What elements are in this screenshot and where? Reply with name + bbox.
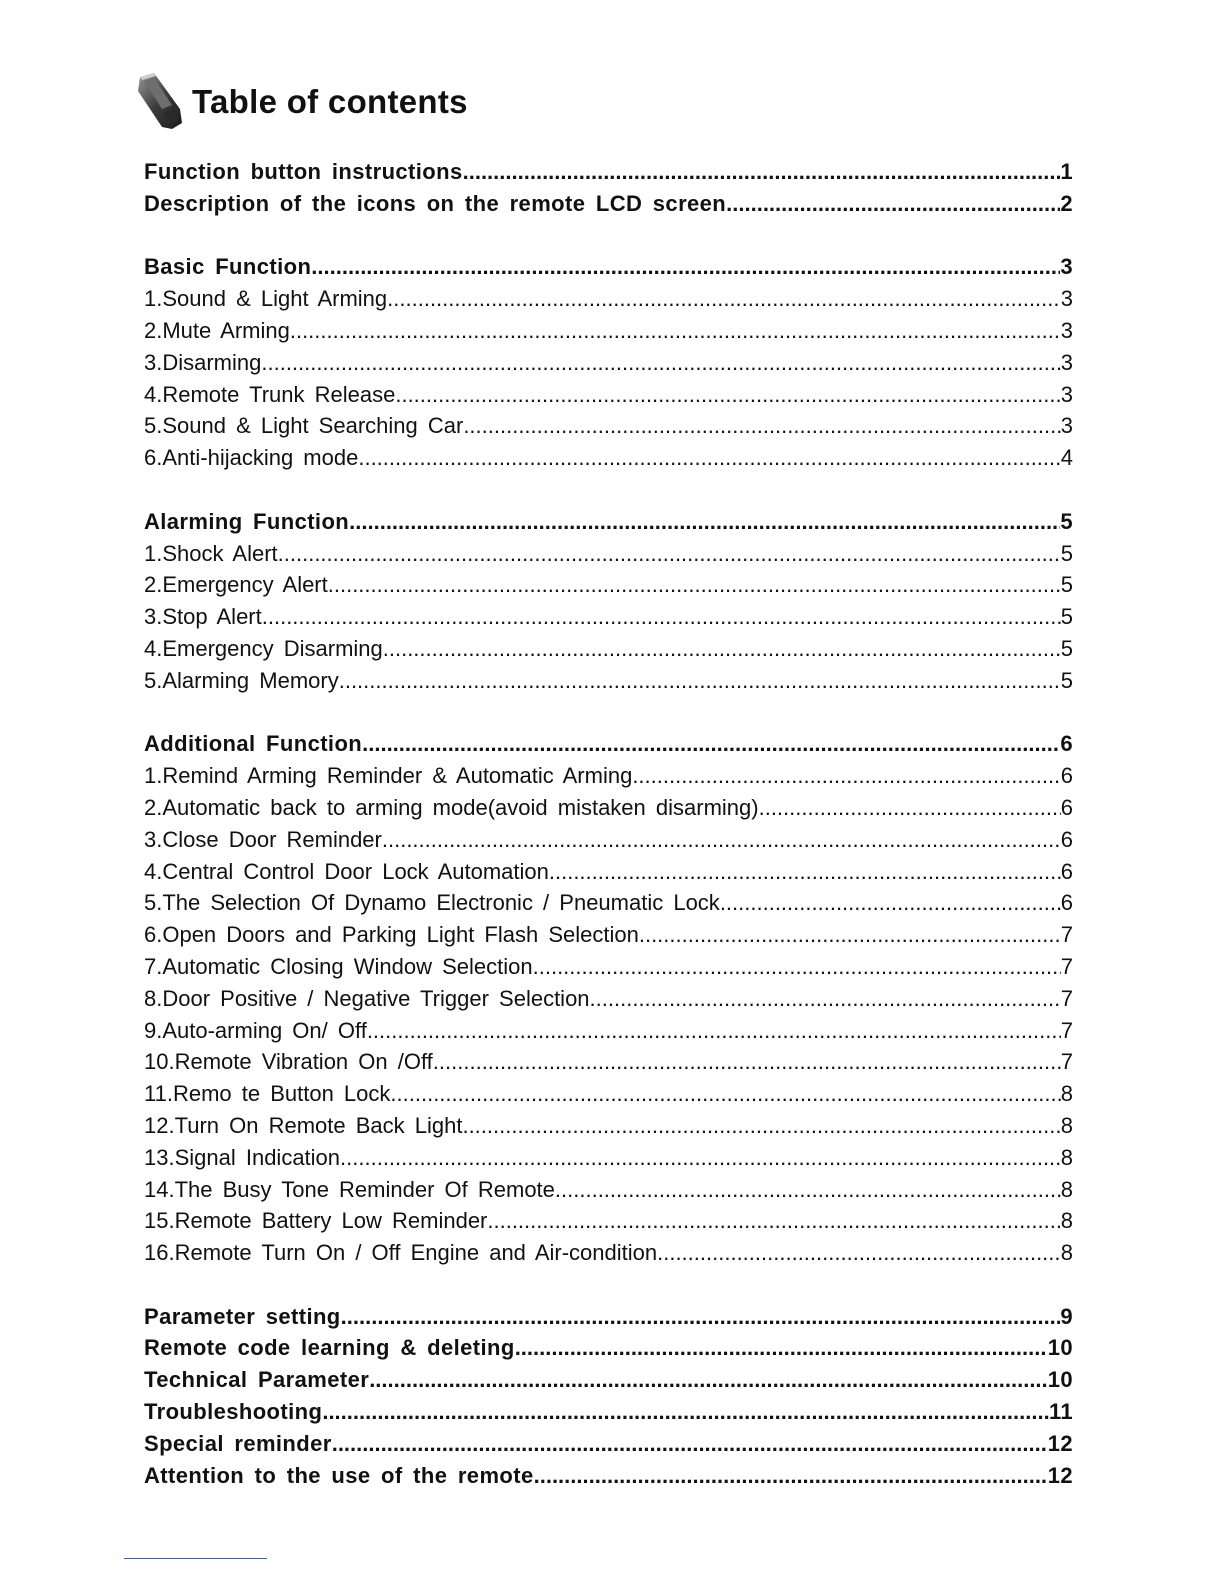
toc-entry[interactable] <box>144 760 1073 792</box>
dot-leader <box>726 188 1060 220</box>
toc-heading-entry[interactable] <box>144 728 1073 760</box>
toc-entry-label: 1.Sound & Light Arming <box>144 286 388 312</box>
toc-entry[interactable] <box>144 983 1073 1015</box>
toc-entry-page-number: 5 <box>1060 572 1073 598</box>
dot-leader <box>382 824 1061 856</box>
toc-entry-label: 2.Emergency Alert <box>144 572 328 598</box>
toc-entry-page-number: 12 <box>1047 1430 1073 1456</box>
toc-entry-label: Troubleshooting <box>144 1399 323 1425</box>
dot-leader <box>759 792 1061 824</box>
dot-leader <box>533 951 1061 983</box>
toc-entry-page-number: 10 <box>1047 1367 1073 1393</box>
dot-leader <box>639 919 1061 951</box>
toc-entry-label: 4.Central Control Door Lock Automation <box>144 858 549 884</box>
toc-entry-label: 3.Close Door Reminder <box>144 826 382 852</box>
dot-leader <box>657 1237 1061 1269</box>
toc-entry-page-number: 7 <box>1060 953 1073 979</box>
section-gap <box>144 697 1073 729</box>
toc-entry-page-number: 4 <box>1060 445 1073 471</box>
toc-entry-page-number: 3 <box>1060 349 1073 375</box>
toc-entry-label: 9.Auto-arming On/ Off <box>144 1017 367 1043</box>
toc-entry[interactable] <box>144 442 1073 474</box>
toc-entry-page-number: 3 <box>1060 317 1073 343</box>
dot-leader <box>433 1046 1061 1078</box>
toc-entry-page-number: 6 <box>1060 731 1073 757</box>
toc-entry-page-number: 8 <box>1060 1176 1073 1202</box>
dot-leader <box>322 1396 1049 1428</box>
toc-entry[interactable] <box>144 315 1073 347</box>
dot-leader <box>387 283 1061 315</box>
toc-entry[interactable] <box>144 792 1073 824</box>
dot-leader <box>349 506 1060 538</box>
toc-entry[interactable] <box>144 1046 1073 1078</box>
toc-entry-label: Function button instructions <box>144 159 463 184</box>
toc-entry-page-number: 3 <box>1060 254 1073 280</box>
toc-heading-entry[interactable] <box>144 1332 1073 1364</box>
dot-leader <box>383 633 1061 665</box>
toc-heading-entry[interactable] <box>144 1301 1073 1333</box>
toc-entry-label: 4.Emergency Disarming <box>144 635 383 661</box>
dot-leader <box>261 347 1060 379</box>
toc-entry-label: Additional Function <box>144 731 363 757</box>
toc-entry-label: 2.Mute Arming <box>144 317 290 343</box>
toc-entry-page-number: 8 <box>1060 1112 1073 1138</box>
toc-entry-label: Parameter setting <box>144 1303 341 1329</box>
toc-entry-page-number: 9 <box>1060 1303 1073 1329</box>
dot-leader <box>390 1078 1060 1110</box>
toc-heading-entry[interactable] <box>144 1460 1073 1492</box>
toc-entry[interactable] <box>144 1078 1073 1110</box>
toc-entry-page-number: 8 <box>1060 1081 1073 1107</box>
toc-entry-page-number: 3 <box>1060 286 1073 312</box>
toc-entry-label: 10.Remote Vibration On /Off <box>144 1049 433 1075</box>
toc-entry[interactable] <box>144 856 1073 888</box>
toc-entry-label: Special reminder <box>144 1430 332 1456</box>
dot-leader <box>340 1142 1061 1174</box>
toc-entry-page-number: 8 <box>1060 1144 1073 1170</box>
toc-entry-page-number: 6 <box>1060 794 1073 820</box>
toc-entry-label: 4.Remote Trunk Release <box>144 381 396 407</box>
toc-entry-label: 11.Remo te Button Lock <box>144 1081 391 1107</box>
toc-entry[interactable] <box>144 1237 1073 1269</box>
toc-entry[interactable] <box>144 824 1073 856</box>
toc-entry-page-number: 11 <box>1048 1399 1073 1425</box>
toc-entry-label: 2.Automatic back to arming mode(avoid mistaken disarming) <box>144 794 759 820</box>
toc-entry-label: Attention to the use of the remote <box>144 1462 534 1488</box>
table-of-contents <box>144 156 1073 1491</box>
toc-heading-entry[interactable] <box>144 156 1073 188</box>
toc-entry-page-number: 6 <box>1060 826 1073 852</box>
section-gap <box>144 474 1073 506</box>
toc-entry-label: 16.Remote Turn On / Off Engine and Air-condition <box>144 1240 658 1266</box>
dot-leader <box>362 728 1060 760</box>
toc-entry-page-number: 5 <box>1060 604 1073 630</box>
toc-entry-page-number: 7 <box>1060 985 1073 1011</box>
dot-leader <box>311 251 1060 283</box>
toc-entry-label: Alarming Function <box>144 508 350 534</box>
dot-leader <box>487 1205 1060 1237</box>
dot-leader <box>720 887 1061 919</box>
toc-entry-page-number: 5 <box>1060 540 1073 566</box>
toc-entry-page-number: 3 <box>1060 413 1073 439</box>
toc-entry[interactable] <box>144 410 1073 442</box>
toc-entry-label: Remote code learning & deleting <box>144 1335 515 1361</box>
toc-entry[interactable] <box>144 951 1073 983</box>
toc-entry-label: 1.Remind Arming Reminder & Automatic Arming <box>144 763 633 789</box>
toc-entry[interactable] <box>144 1142 1073 1174</box>
toc-entry-label: 12.Turn On Remote Back Light <box>144 1112 463 1138</box>
toc-entry[interactable] <box>144 379 1073 411</box>
dot-leader <box>590 983 1061 1015</box>
dot-leader <box>463 156 1061 188</box>
toc-entry[interactable] <box>144 1110 1073 1142</box>
toc-entry-label: 13.Signal Indication <box>144 1144 341 1170</box>
toc-entry[interactable] <box>144 1015 1073 1047</box>
toc-entry-page-number: 5 <box>1060 667 1073 693</box>
toc-heading-entry[interactable] <box>144 251 1073 283</box>
dot-leader <box>262 601 1061 633</box>
dot-leader <box>367 1015 1061 1047</box>
dot-leader <box>328 569 1061 601</box>
dot-leader <box>632 760 1060 792</box>
toc-entry[interactable] <box>144 633 1073 665</box>
toc-entry-label: Basic Function <box>144 254 312 280</box>
toc-entry[interactable] <box>144 887 1073 919</box>
toc-entry-page-number: 10 <box>1047 1335 1073 1361</box>
toc-entry[interactable] <box>144 347 1073 379</box>
toc-entry-label: 14.The Busy Tone Reminder Of Remote <box>144 1176 555 1202</box>
dot-leader <box>278 538 1061 570</box>
toc-entry-label: 8.Door Positive / Negative Trigger Selection <box>144 985 590 1011</box>
footer-divider <box>124 1558 267 1559</box>
toc-entry-page-number: 2 <box>1060 190 1073 216</box>
toc-entry-label: 5.The Selection Of Dynamo Electronic / Pneumatic Lock <box>144 890 720 916</box>
toc-entry-label: 3.Stop Alert <box>144 604 262 630</box>
toc-entry-label: Description of the icons on the remote LCD screen <box>144 190 727 216</box>
section-gap <box>144 1269 1073 1301</box>
dot-leader <box>463 410 1060 442</box>
dot-leader <box>534 1460 1048 1492</box>
toc-heading-entry[interactable] <box>144 506 1073 538</box>
dot-leader <box>290 315 1061 347</box>
dot-leader <box>462 1110 1060 1142</box>
dot-leader <box>358 442 1060 474</box>
toc-entry-page-number: 5 <box>1060 508 1073 534</box>
toc-entry-label: 5.Sound & Light Searching Car <box>144 413 464 439</box>
toc-entry-page-number: 1 <box>1060 159 1073 184</box>
toc-entry-page-number: 8 <box>1060 1208 1073 1234</box>
toc-header <box>132 70 468 134</box>
toc-entry-page-number: 6 <box>1060 890 1073 916</box>
toc-entry-label: 3.Disarming <box>144 349 262 375</box>
toc-entry-label: 1.Shock Alert <box>144 540 278 566</box>
dot-leader <box>395 379 1060 411</box>
dot-leader <box>332 1428 1048 1460</box>
car-remote-icon <box>132 71 186 133</box>
toc-entry[interactable] <box>144 919 1073 951</box>
toc-entry[interactable] <box>144 601 1073 633</box>
toc-entry-label: Technical Parameter <box>144 1367 370 1393</box>
toc-entry-page-number: 5 <box>1060 635 1073 661</box>
dot-leader <box>549 856 1061 888</box>
toc-heading-entry[interactable] <box>144 1428 1073 1460</box>
toc-entry-page-number: 3 <box>1060 381 1073 407</box>
dot-leader <box>369 1364 1048 1396</box>
toc-entry[interactable] <box>144 665 1073 697</box>
toc-entry-label: 7.Automatic Closing Window Selection <box>144 953 533 979</box>
toc-entry[interactable] <box>144 538 1073 570</box>
toc-entry-label: 6.Open Doors and Parking Light Flash Selection <box>144 922 639 948</box>
toc-heading-entry[interactable] <box>144 188 1073 220</box>
toc-entry[interactable] <box>144 1174 1073 1206</box>
toc-entry-page-number: 6 <box>1060 763 1073 789</box>
toc-entry[interactable] <box>144 283 1073 315</box>
toc-entry-page-number: 7 <box>1060 1049 1073 1075</box>
toc-entry[interactable] <box>144 1205 1073 1237</box>
toc-entry-page-number: 6 <box>1060 858 1073 884</box>
dot-leader <box>515 1332 1048 1364</box>
toc-heading-entry[interactable] <box>144 1396 1073 1428</box>
toc-heading-entry[interactable] <box>144 1364 1073 1396</box>
page-title: Table of contents <box>192 83 468 120</box>
toc-entry-label: 5.Alarming Memory <box>144 667 339 693</box>
toc-entry-page-number: 7 <box>1060 1017 1073 1043</box>
toc-entry-label: 6.Anti-hijacking mode <box>144 445 359 471</box>
dot-leader <box>341 1301 1061 1333</box>
dot-leader <box>339 665 1061 697</box>
toc-entry-label: 15.Remote Battery Low Reminder <box>144 1208 488 1234</box>
toc-entry[interactable] <box>144 569 1073 601</box>
section-gap <box>144 220 1073 252</box>
toc-entry-page-number: 12 <box>1047 1462 1073 1488</box>
dot-leader <box>555 1174 1061 1206</box>
toc-entry-page-number: 8 <box>1060 1240 1073 1266</box>
toc-entry-page-number: 7 <box>1060 922 1073 948</box>
